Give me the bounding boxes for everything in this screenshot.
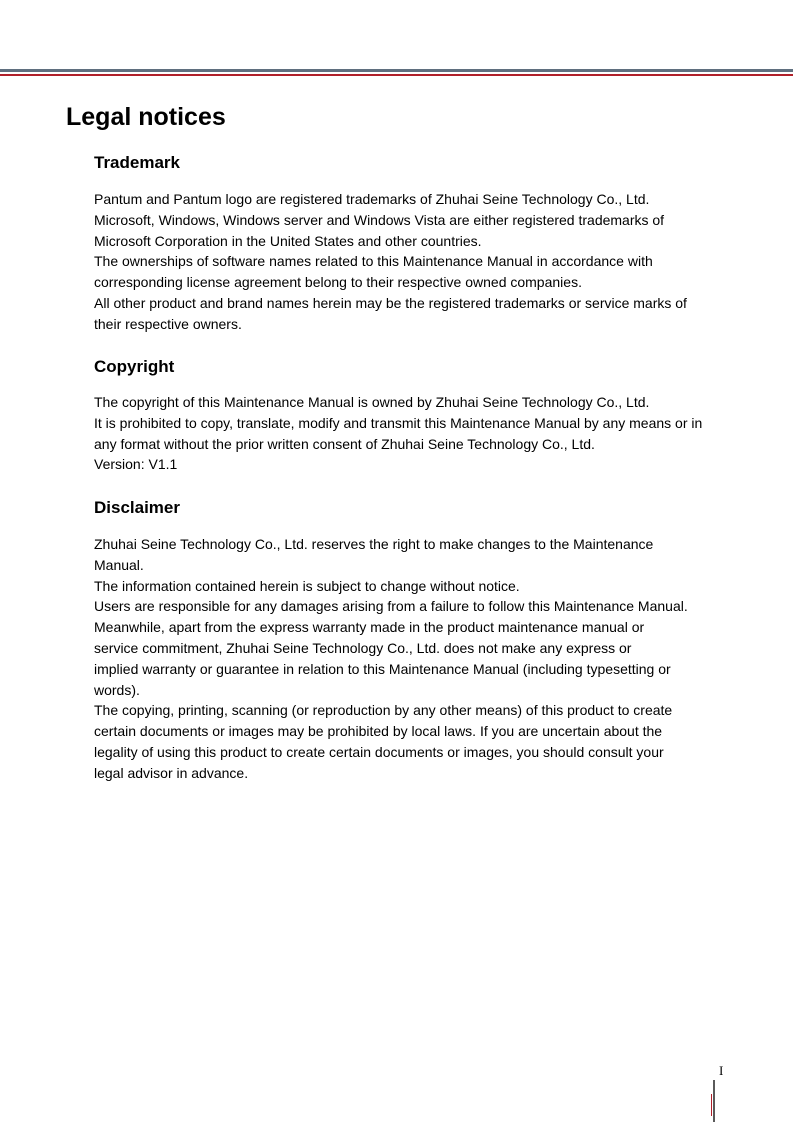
page-number: I (719, 1063, 724, 1078)
disclaimer-heading: Disclaimer (94, 498, 180, 517)
copyright-heading: Copyright (94, 357, 175, 376)
page-title: Legal notices (66, 103, 226, 131)
copyright-body: The copyright of this Maintenance Manual is owned by Zhuhai Seine Technology Co., Ltd. It is prohibited to copy, translate, modify and transmit this Maintenance Manual by any means or in any format without the prior written consent of Zhuhai Seine Technology Co., Ltd. Version: V1.1 (94, 394, 703, 473)
trademark-heading: Trademark (94, 153, 180, 172)
disclaimer-body: Zhuhai Seine Technology Co., Ltd. reserves the right to make changes to the Maintenance Manual. The information contained herein is subject to change without notice. Users are responsible for any damages arising from a failure to follow this Maintenance Manual. Meanwhile, apart from the express warranty made in the product maintenance manual or service commitment, Zhuhai Seine Technology Co., Ltd. does not make any express or implied warranty or guarantee in relation to this Maintenance Manual (including typesetting or words). The copying, printing, scanning (or reproduction by any other means) of this product to create certain documents or images may be prohibited by local laws. If you are uncertain about the legality of using this product to create certain documents or images, you should consult your legal advisor in advance. (94, 536, 688, 781)
header-rule-red (0, 74, 793, 76)
header-rule-gray (0, 69, 793, 72)
footer-mark-accent (711, 1094, 712, 1116)
trademark-body: Pantum and Pantum logo are registered trademarks of Zhuhai Seine Technology Co., Ltd. Microsoft, Windows, Windows server and Windows Vista are either registered trademarks of Microsoft Corporation in the United States and other countries. The ownerships of software names related to this Maintenance Manual in accordance with corresponding license agreement belong to their respective owned companies. All other product and brand names herein may be the registered trademarks or service marks of their respective owners. (94, 191, 687, 332)
footer-mark (713, 1080, 715, 1122)
